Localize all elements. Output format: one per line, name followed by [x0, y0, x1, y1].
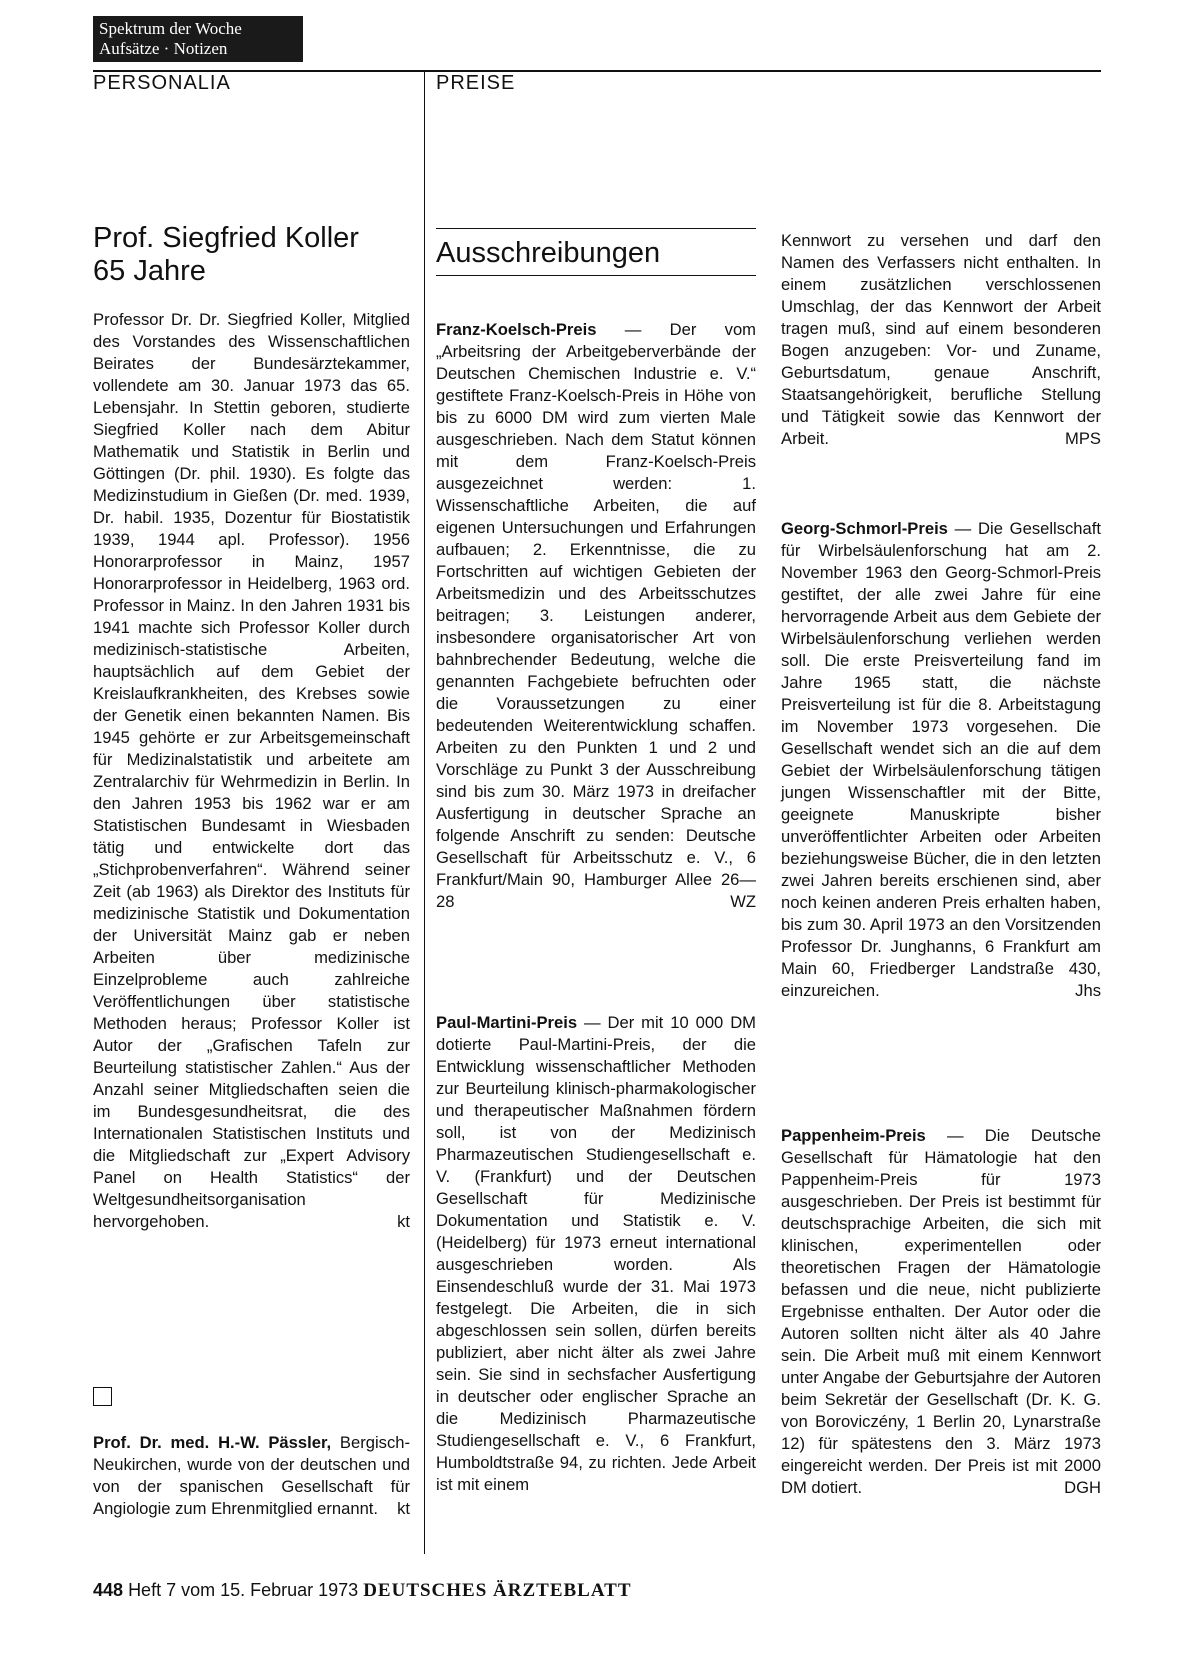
- paessler-heading: Prof. Dr. med. H.-W. Pässler,: [93, 1433, 332, 1452]
- paessler-signature: kt: [397, 1499, 410, 1518]
- martini-signature: MPS: [1065, 429, 1101, 448]
- badge-line-1: Spektrum der Woche: [99, 19, 242, 38]
- schmorl-body: — Die Gesellschaft für Wirbelsäulenforschung hat am 2. November 1963 den Georg-Schmorl-Preis gestiftet, der alle zwei Jahre für eine hervorragende Arbeit aus dem Gebiete der Wirbelsäulenforschung verliehen werden soll. Die erste Preisverteilung fand im Jahre 1965 statt, die nächste Preisverteilung ist für die 8. Arbeitstagung im November 1973 vorgesehen. Die Gesellschaft wendet sich an die auf dem Gebiet der Wirbelsäulenforschung tätigen jungen Wissenschaftler mit der Bitte, geeignete Manuskripte bisher unveröffentlichter Arbeiten oder Arbeiten beziehungsweise Bücher, die in den letzten zwei Jahren bereits erschienen sind, aber noch keinen anderen Preis erhalten haben, bis zum 30. April 1973 an den Vorsitzenden Professor Dr. Junghanns, 6 Frankfurt am Main 60, Friedberger Landstraße 430, einzureichen.: [781, 519, 1101, 1000]
- paessler-body: Bergisch-Neukirchen, wurde von der deutschen und von der spanischen Gesellschaft für Angiologie zum Ehrenmitglied ernannt.: [93, 1433, 410, 1518]
- schmorl-heading: Georg-Schmorl-Preis: [781, 519, 948, 538]
- magazine-name: DEUTSCHES ÄRZTEBLATT: [363, 1580, 632, 1601]
- badge-line-2: Aufsätze · Notizen: [99, 39, 228, 58]
- section-label-personalia: PERSONALIA: [93, 72, 231, 94]
- pappenheim-heading: Pappenheim-Preis: [781, 1126, 926, 1145]
- article-pappenheim: [781, 1125, 1101, 1499]
- pappenheim-signature: DGH: [1064, 1478, 1101, 1497]
- martini-heading: Paul-Martini-Preis: [436, 1013, 578, 1032]
- section-badge: [93, 16, 303, 62]
- schmorl-signature: Jhs: [1075, 981, 1101, 1000]
- page-number: 448: [93, 1580, 124, 1600]
- article-koelsch: [436, 319, 756, 913]
- koller-body: Professor Dr. Dr. Siegfried Koller, Mitglied des Vorstandes des Wissenschaftlichen Beirates der Bundesärztekammer, vollendete am 30. Januar 1973 das 65. Lebensjahr. In Stettin geboren, studierte Siegfried Koller nach dem Abitur Mathematik und Statistik in Berlin und Göttingen (Dr. phil. 1930). Es folgte das Medizinstudium in Gießen (Dr. med. 1939, Dr. habil. 1935, Dozentur für Biostatistik 1939, 1944 apl. Professor). 1956 Honorarprofessor in Mainz, 1957 Honorarprofessor in Heidelberg, 1963 ord. Professor in Mainz. In den Jahren 1931 bis 1941 machte sich Professor Koller durch medizinisch-statistische Arbeiten, hauptsächlich auf dem Gebiet der Kreislaufkrankheiten, des Krebses sowie der Genetik einen bekannten Namen. Bis 1945 gehörte er zur Arbeitsgemeinschaft für Medizinalstatistik und arbeitete am Zentralarchiv für Wehrmedizin in Berlin. In den Jahren 1953 bis 1962 war er am Statistischen Bundesamt in Wiesbaden tätig und entwickelte dort das „Stichprobenverfahren“. Während seiner Zeit (ab 1963) als Direktor des Instituts für medizinische Statistik und Dokumentation der Universität Mainz gab er neben Arbeiten über medizinische Einzelprobleme auch zahlreiche Veröffentlichungen über statistische Methoden heraus; Professor Koller ist Autor der „Grafischen Tafeln zur Beurteilung statistischer Zahlen.“ Aus der Anzahl seiner Mitgliedschaften seien die im Bundesgesundheitsrat, die des Internationalen Statistischen Instituts und die Mitgliedschaft zur „Expert Advisory Panel on Health Statistics“ der Weltgesundheitsorganisation hervorgehoben.: [93, 310, 410, 1231]
- koller-signature: kt: [397, 1212, 410, 1231]
- ausschreibungen-rule-bottom: [436, 275, 756, 276]
- article-martini-continued: [781, 230, 1101, 450]
- ausschreibungen-title: Ausschreibungen: [436, 237, 661, 269]
- checkbox-icon: [93, 1387, 112, 1406]
- martini-body: — Der mit 10 000 DM dotierte Paul-Martini-Preis, der die Entwicklung wissenschaftlicher Methoden zur Beurteilung klinisch-pharmakologischer und therapeutischer Maßnahmen fördern soll, ist von der Medizinisch Pharmazeutischen Studiengesellschaft e. V. (Frankfurt) und der Deutschen Gesellschaft für Medizinische Dokumentation und Statistik e. V. (Heidelberg) für 1973 erneut international ausgeschrieben worden. Als Einsendeschluß wurde der 31. Mai 1973 festgelegt. Die Arbeiten, die in sich abgeschlossen sein sollen, dürfen bereits publiziert, aber nicht älter als zwei Jahre sein. Sie sind in sechsfacher Ausfertigung in deutscher oder englischer Sprache an die Medizinisch Pharmazeutische Studiengesellschaft e. V., 6 Frankfurt, Humboldtstraße 94, zu richten. Jede Arbeit ist mit einem: [436, 1013, 756, 1494]
- page-footer: [93, 1580, 632, 1602]
- koelsch-body: — Der vom „Arbeitsring der Arbeitgeberverbände der Deutschen Chemischen Industrie e. V.“ gestiftete Franz-Koelsch-Preis in Höhe von bis zu 6000 DM wird zum vierten Male ausgeschrieben. Nach dem Statut können mit dem Franz-Koelsch-Preis ausgezeichnet werden: 1. Wissenschaftliche Arbeiten, die auf eigenen Untersuchungen und Erfahrungen aufbauen; 2. Erkenntnisse, die zu Fortschritten auf wichtigen Gebieten der Arbeitsmedizin und des Arbeitsschutzes beitragen; 3. Leistungen anderer, insbesondere organisatorischer Art von bahnbrechender Bedeutung, welche die genannten Fachgebiete befruchten oder die Voraussetzungen zu einer bedeutenden Weiterentwicklung schaffen. Arbeiten zu den Punkten 1 und 2 und Vorschläge zu Punkt 3 der Ausschreibung sind bis zum 30. März 1973 in dreifacher Ausfertigung in deutscher Sprache an folgende Anschrift zu senden: Deutsche Gesellschaft für Arbeitsschutz e. V., 6 Frankfurt/Main 90, Hamburger Allee 26—28: [436, 320, 756, 911]
- issue-info: Heft 7 vom 15. Februar 1973: [128, 1580, 359, 1600]
- ausschreibungen-rule-top: [436, 228, 756, 229]
- article-schmorl: [781, 518, 1101, 1002]
- pappenheim-body: — Die Deutsche Gesellschaft für Hämatologie hat den Pappenheim-Preis für 1973 ausgeschrieben. Der Preis ist bestimmt für deutschsprachige Arbeiten, die sich mit klinischen, experimentellen oder theoretischen Fragen der Hämatologie befassen und die neue, nicht publizierte Ergebnisse enthalten. Der Autor oder die Autoren sollten nicht älter als 40 Jahre sein. Die Arbeit muß mit einem Kennwort unter Angabe der Geburtsjahre der Autoren beim Sekretär der Gesellschaft (Dr. K. G. von Boroviczény, 1 Berlin 20, Lynarstraße 12) für spätestens den 3. März 1973 eingereicht werden. Der Preis ist mit 2000 DM dotiert.: [781, 1126, 1101, 1497]
- article-martini: [436, 1012, 756, 1496]
- koelsch-signature: WZ: [730, 892, 756, 911]
- martini-cont-body: Kennwort zu versehen und darf den Namen des Verfassers nicht enthalten. In einem zusätzlichen verschlossenen Umschlag, der das Kennwort der Arbeit tragen muß, sind auf einem besonderen Bogen anzugeben: Vor- und Zuname, Geburtsdatum, genaue Anschrift, Staatsangehörigkeit, berufliche Stellung und Tätigkeit sowie das Kennwort der Arbeit.: [781, 231, 1101, 448]
- top-rule: [93, 70, 1101, 72]
- section-label-preise: PREISE: [436, 72, 516, 94]
- article-title-koller: Prof. Siegfried Koller 65 Jahre: [93, 222, 359, 287]
- column-divider: [424, 72, 425, 1554]
- koelsch-heading: Franz-Koelsch-Preis: [436, 320, 597, 339]
- article-koller: [93, 309, 410, 1233]
- article-paessler: [93, 1432, 410, 1520]
